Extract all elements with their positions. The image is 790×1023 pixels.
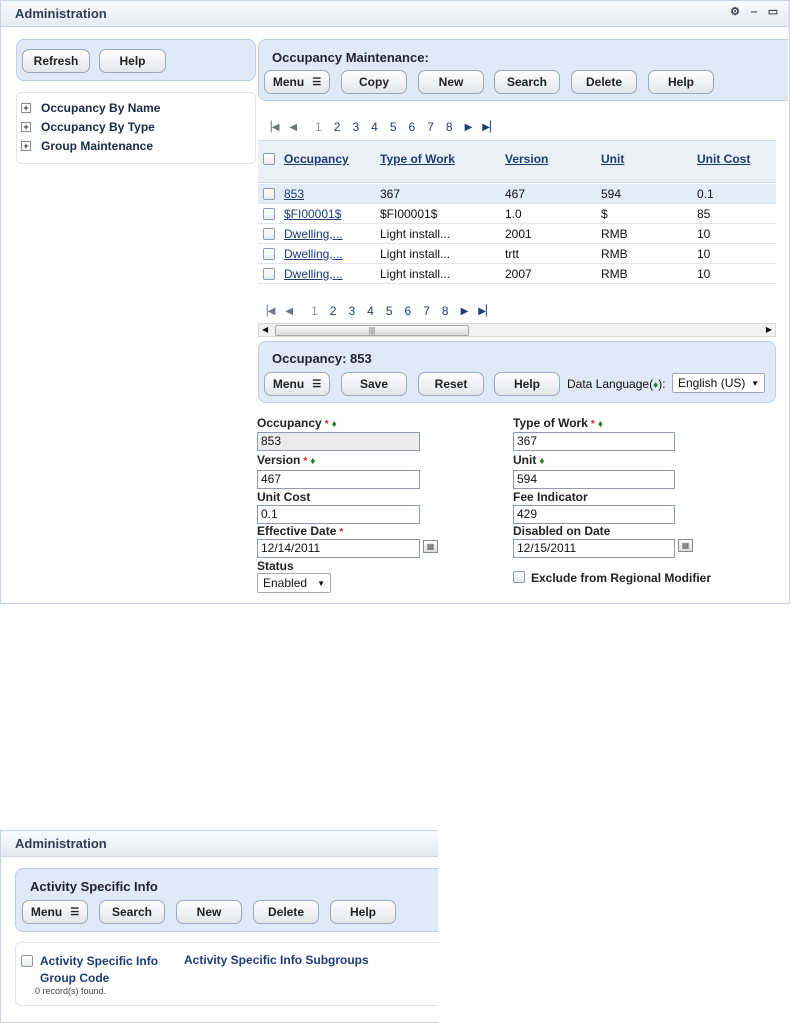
horizontal-scrollbar[interactable] <box>258 323 776 337</box>
effective-date-field[interactable]: 12/14/2011 <box>257 539 420 558</box>
detail-panel <box>258 341 776 403</box>
table-row[interactable] <box>258 244 776 264</box>
minimize-icon[interactable]: ‒ <box>750 6 758 18</box>
type-of-work-cell: $FI00001$ <box>380 207 438 221</box>
left-help-button[interactable]: Help <box>99 49 166 73</box>
dropdown-arrow-icon: ▼ <box>751 378 759 388</box>
page-6[interactable]: 6 <box>408 120 416 134</box>
data-language-value: English (US) <box>678 376 746 390</box>
unit-cell: RMB <box>601 267 628 281</box>
settings-icon[interactable]: ⚙ <box>730 6 740 18</box>
new-button[interactable]: New <box>418 70 484 94</box>
copy-button[interactable]: Copy <box>341 70 407 94</box>
table-row[interactable] <box>258 264 776 284</box>
page-1: 1 <box>311 304 318 318</box>
header-line: Activity Specific Info <box>40 954 159 968</box>
tree-item-label: Occupancy By Type <box>41 120 155 134</box>
unit-cost-cell: 10 <box>697 247 711 261</box>
unit-cell: 594 <box>601 187 622 201</box>
column-header-unit[interactable]: Unit <box>601 152 625 166</box>
occupancy-cell[interactable]: Dwelling,... <box>284 267 343 281</box>
activity-delete-button[interactable]: Delete <box>253 900 319 924</box>
delete-button[interactable]: Delete <box>571 70 637 94</box>
table-header <box>258 141 776 183</box>
fee-indicator-field[interactable]: 429 <box>513 505 675 524</box>
disabled-on-date-label: Disabled on Date <box>513 524 611 538</box>
page-2[interactable]: 2 <box>329 304 337 318</box>
tree-item-label: Group Maintenance <box>41 139 154 153</box>
save-button[interactable]: Save <box>341 372 407 396</box>
menu-label: Menu <box>272 377 305 391</box>
tree-item-label: Occupancy By Name <box>41 101 161 115</box>
type-of-work-cell: Light install... <box>380 247 451 261</box>
occupancy-table <box>258 140 776 288</box>
navigation-tree <box>16 92 256 164</box>
maint-help-button[interactable]: Help <box>648 70 714 94</box>
detail-help-button[interactable]: Help <box>494 372 560 396</box>
first-page-icon[interactable]: ▕◀ <box>264 121 280 133</box>
occupancy-cell[interactable]: Dwelling,... <box>284 247 343 261</box>
occupancy-label: Occupancy * ♦ <box>257 416 337 430</box>
table-row[interactable] <box>258 204 776 224</box>
version-label: Version * ♦ <box>257 453 316 467</box>
select-all-checkbox[interactable] <box>21 955 33 967</box>
expand-icon[interactable]: + <box>21 141 31 151</box>
effective-date-label: Effective Date * <box>257 524 344 538</box>
detail-menu-button[interactable] <box>264 372 330 396</box>
prev-page-icon[interactable]: ◀ <box>289 121 298 133</box>
menu-label: Menu <box>30 905 63 919</box>
window-title-bar <box>1 1 789 27</box>
page-8[interactable]: 8 <box>441 304 449 318</box>
window-title: Administration <box>15 836 107 851</box>
unit-cell: $ <box>601 207 608 221</box>
search-button[interactable]: Search <box>494 70 560 94</box>
type-of-work-cell: Light install... <box>380 267 451 281</box>
exclude-regional-label: Exclude from Regional Modifier <box>531 571 712 585</box>
maintenance-title: Occupancy Maintenance: <box>272 50 429 65</box>
page-7[interactable]: 7 <box>427 120 434 134</box>
column-header-type-of-work[interactable]: Type of Work <box>380 152 455 166</box>
header-line: Group Code <box>40 971 110 985</box>
row-checkbox[interactable] <box>263 228 275 240</box>
unit-cost-label: Unit Cost <box>257 490 311 504</box>
refresh-button[interactable]: Refresh <box>22 49 90 73</box>
calendar-icon[interactable]: ▦ <box>423 540 438 553</box>
last-page-icon[interactable]: ▶▏ <box>482 121 498 133</box>
page-7[interactable]: 7 <box>423 304 430 318</box>
select-all-checkbox[interactable] <box>263 153 275 165</box>
table-row[interactable] <box>258 224 776 244</box>
menu-label: Menu <box>272 75 305 89</box>
occupancy-cell[interactable]: 853 <box>284 187 305 201</box>
unit-field[interactable]: 594 <box>513 470 675 489</box>
first-page-icon[interactable]: ▕◀ <box>260 305 276 317</box>
detail-title: Occupancy: 853 <box>272 351 372 366</box>
unit-cell: RMB <box>601 227 628 241</box>
column-header-occupancy[interactable]: Occupancy <box>284 152 349 166</box>
version-cell: 1.0 <box>505 207 522 221</box>
type-of-work-field[interactable]: 367 <box>513 432 675 451</box>
page-4[interactable]: 4 <box>371 120 378 134</box>
unit-cost-cell: 85 <box>697 207 711 221</box>
maximize-icon[interactable]: ▭ <box>767 6 779 18</box>
activity-help-button[interactable]: Help <box>330 900 396 924</box>
last-page-icon[interactable]: ▶▏ <box>478 305 494 317</box>
reset-button[interactable]: Reset <box>418 372 484 396</box>
exclude-regional-checkbox[interactable] <box>513 571 525 583</box>
maintenance-panel <box>258 39 788 101</box>
status-value: Enabled <box>263 576 308 590</box>
column-header-subgroups[interactable]: Activity Specific Info Subgroups <box>184 953 369 967</box>
fee-indicator-label: Fee Indicator <box>513 490 588 504</box>
occupancy-cell[interactable]: Dwelling,... <box>284 227 343 241</box>
calendar-icon[interactable]: ▦ <box>678 539 693 552</box>
pager-top <box>264 120 508 134</box>
page-6[interactable]: 6 <box>404 304 412 318</box>
data-language-label <box>567 377 666 391</box>
tree-item-occupancy-by-type[interactable] <box>21 120 155 134</box>
unit-cost-field[interactable]: 0.1 <box>257 505 420 524</box>
tree-item-occupancy-by-name[interactable] <box>21 101 160 115</box>
column-header-unit-cost[interactable]: Unit Cost <box>697 152 751 166</box>
type-of-work-cell: Light install... <box>380 227 451 241</box>
menu-lines-icon: ☰ <box>312 76 322 88</box>
unit-cost-cell: 0.1 <box>697 187 714 201</box>
menu-lines-icon: ☰ <box>312 378 322 390</box>
menu-button[interactable] <box>264 70 330 94</box>
row-checkbox[interactable] <box>263 208 275 220</box>
unit-label: Unit ♦ <box>513 453 545 467</box>
activity-table <box>15 942 438 1006</box>
data-language-text: Data Language( <box>567 377 654 391</box>
page-1: 1 <box>315 120 322 134</box>
type-of-work-cell: 367 <box>380 187 401 201</box>
unit-cost-cell: 10 <box>697 227 711 241</box>
page-5[interactable]: 5 <box>389 120 397 134</box>
tree-item-group-maintenance[interactable] <box>21 139 153 153</box>
data-language-suffix: ): <box>658 377 666 391</box>
status-label: Status <box>257 559 294 573</box>
version-field[interactable]: 467 <box>257 470 420 489</box>
version-cell: 2001 <box>505 227 532 241</box>
translatable-icon: ♦ <box>653 380 659 391</box>
activity-menu-button[interactable] <box>22 900 88 924</box>
scrollbar-thumb[interactable]: ||| <box>275 325 469 336</box>
unit-cell: RMB <box>601 247 628 261</box>
column-header-group-code[interactable] <box>40 953 158 987</box>
next-page-icon[interactable]: ▶ <box>464 121 473 133</box>
window-title: Administration <box>15 6 107 21</box>
expand-icon[interactable]: + <box>21 103 31 113</box>
version-cell: 2007 <box>505 267 532 281</box>
next-page-icon[interactable]: ▶ <box>460 305 469 317</box>
activity-info-panel <box>15 868 438 932</box>
prev-page-icon[interactable]: ◀ <box>285 305 294 317</box>
row-checkbox[interactable] <box>263 248 275 260</box>
status-select[interactable] <box>257 573 331 593</box>
version-cell: 467 <box>505 187 526 201</box>
activity-new-button[interactable]: New <box>176 900 242 924</box>
row-checkbox[interactable] <box>263 188 275 200</box>
expand-icon[interactable]: + <box>21 122 31 132</box>
window-title-bar <box>1 831 438 857</box>
occupancy-field[interactable]: 853 <box>257 432 420 451</box>
page-2[interactable]: 2 <box>333 120 341 134</box>
page-3[interactable]: 3 <box>348 304 356 318</box>
activity-info-title: Activity Specific Info <box>30 879 158 894</box>
menu-lines-icon: ☰ <box>70 906 80 918</box>
page-5[interactable]: 5 <box>385 304 393 318</box>
disabled-on-date-field[interactable]: 12/15/2011 <box>513 539 675 558</box>
page-4[interactable]: 4 <box>367 304 374 318</box>
pager-bottom <box>260 304 504 318</box>
scroll-right-icon[interactable]: ▶ <box>765 325 772 334</box>
page-8[interactable]: 8 <box>445 120 453 134</box>
page-3[interactable]: 3 <box>352 120 360 134</box>
table-row[interactable] <box>258 184 776 204</box>
unit-cost-cell: 10 <box>697 267 711 281</box>
window-controls <box>729 6 779 18</box>
column-header-version[interactable]: Version <box>505 152 549 166</box>
scroll-left-icon[interactable]: ◀ <box>262 325 269 334</box>
row-checkbox[interactable] <box>263 268 275 280</box>
occupancy-cell[interactable]: $FI00001$ <box>284 207 342 221</box>
data-language-select[interactable] <box>672 373 765 393</box>
record-count: 0 record(s) found. <box>35 986 107 996</box>
type-of-work-label: Type of Work * ♦ <box>513 416 603 430</box>
left-button-panel <box>16 39 256 81</box>
dropdown-arrow-icon: ▼ <box>317 578 325 588</box>
version-cell: trtt <box>505 247 519 261</box>
activity-search-button[interactable]: Search <box>99 900 165 924</box>
